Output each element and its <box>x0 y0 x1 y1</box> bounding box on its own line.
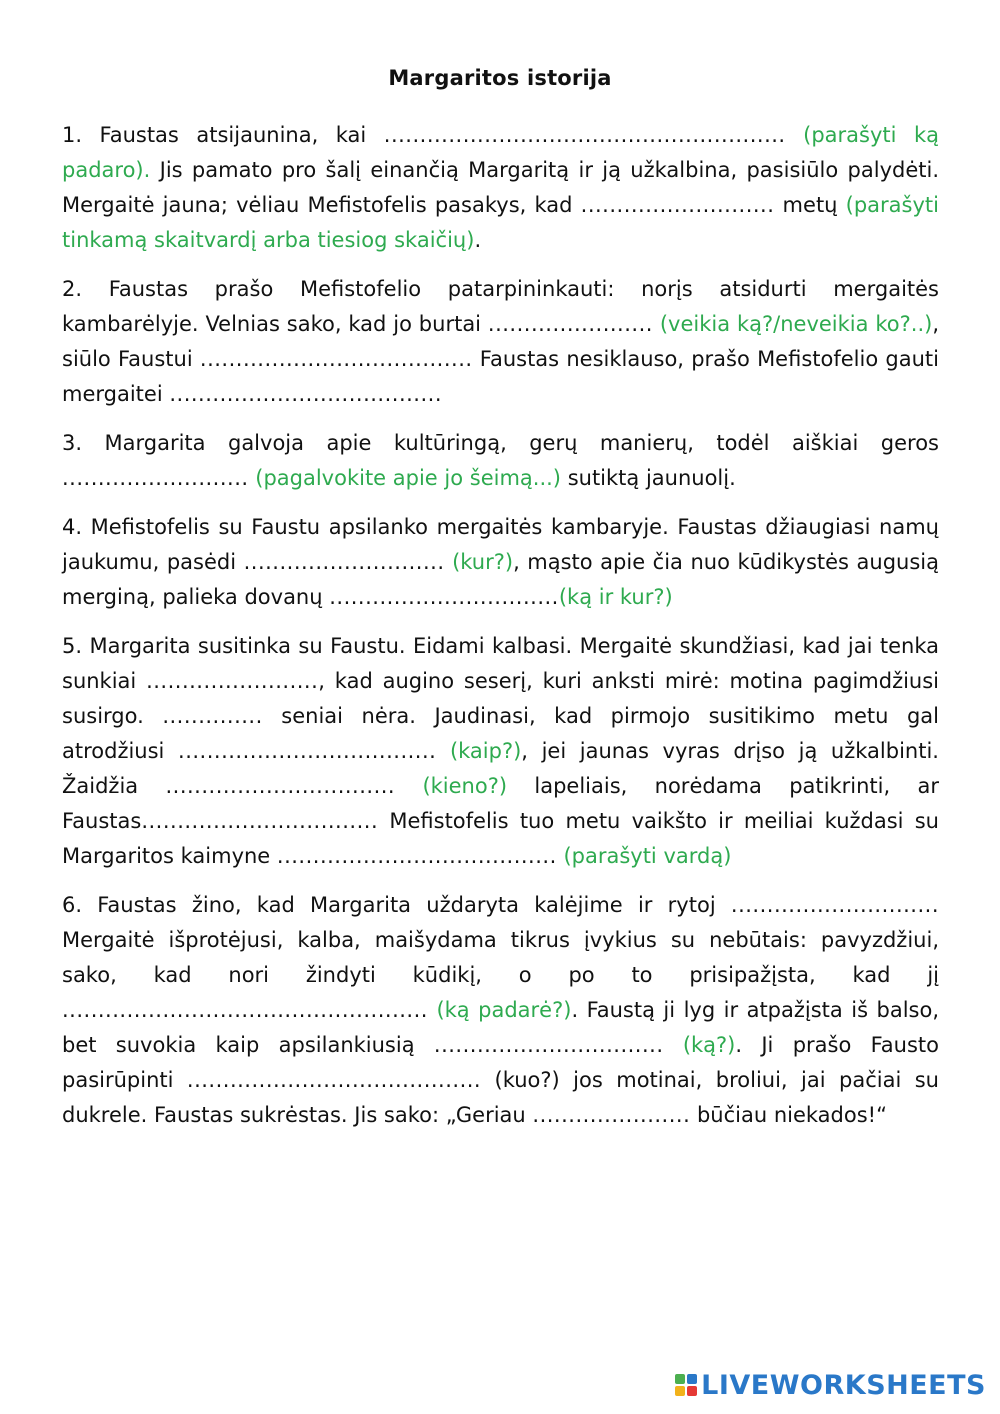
hint-text: (parašyti vardą) <box>563 844 732 868</box>
liveworksheets-logo-text: LIVEWORKSHEETS <box>701 1369 986 1401</box>
answer-blank[interactable]: ........................ <box>146 669 319 693</box>
answer-blank[interactable]: ...................................... <box>199 347 473 371</box>
page-title: Margaritos istorija <box>388 66 612 90</box>
question-paragraph <box>62 629 939 874</box>
paragraph-text <box>436 739 450 763</box>
liveworksheets-logo-icon <box>675 1374 697 1396</box>
paragraph-text: 4. Mefistofelis su Faustu apsilanko mergaitės kambaryje. Faustas džiaugiasi namų jaukumu, pasėdi <box>62 515 939 574</box>
answer-blank[interactable]: ................................ <box>329 585 559 609</box>
paragraph-text: lapeliais, norėdama patikrinti, ar Faustas <box>62 774 939 833</box>
paragraph-text: , mąsto apie čia nuo kūdikystės augusią merginą, palieka dovanų <box>62 550 939 609</box>
paragraph-text <box>445 550 453 574</box>
hint-text: (pagalvokite apie jo šeimą...) <box>255 466 562 490</box>
paragraph-text <box>395 774 422 798</box>
worksheet-body <box>62 118 939 1147</box>
hint-text: (ką?) <box>682 1033 736 1057</box>
paragraph-text: Mefistofelis tuo metu vaikšto ir meiliai kuždasi su Margaritos kaimyne <box>62 809 939 868</box>
paragraph-text: . Faustą ji lyg ir atpažįsta iš balso, bet suvokia kaip apsilankiusią <box>62 998 939 1057</box>
paragraph-text: (kuo?) jos motinai, broliui, jai pačiai su dukrele. Faustas sukrėstas. Jis sako: „Geriau <box>62 1068 939 1127</box>
paragraph-text: , jei jaunas vyras drįso ją užkalbinti. Žaidžia <box>62 739 939 798</box>
paragraph-text: sutiktą jaunuolį. <box>561 466 736 490</box>
answer-blank[interactable]: ............................ <box>243 550 445 574</box>
paragraph-text: Faustas nesiklauso, prašo Mefistofelio gauti mergaitei <box>62 347 939 406</box>
paragraph-text: , kad augino seserį, kuri anksti mirė: motina pagimdžiusi susirgo. <box>62 669 940 728</box>
answer-blank[interactable]: ....................................... <box>276 844 557 868</box>
answer-blank[interactable]: ....................... <box>487 312 653 336</box>
answer-blank[interactable]: .................................... <box>178 739 437 763</box>
hint-text: (ką ir kur?) <box>558 585 673 609</box>
hint-text: (kieno?) <box>422 774 508 798</box>
hint-text: (parašyti tinkamą skaitvardį arba tiesiog skaičių) <box>62 193 939 252</box>
answer-blank[interactable]: ................................................... <box>62 998 428 1022</box>
paragraph-text: Mergaitė išprotėjusi, kalba, maišydama tikrus įvykius su nebūtais: pavyzdžiui, sako, kad nori žindyti kūdikį, o po to prisipažįsta, kad jį <box>62 928 939 987</box>
answer-blank[interactable]: ........................... <box>580 193 775 217</box>
hint-text: (kur?) <box>452 550 514 574</box>
paragraph-text: Jis pamato pro šalį einančią Margaritą ir ją užkalbina, pasisiūlo palydėti. Mergaitė jauna; vėliau Mefistofelis pasakys, kad <box>62 158 939 217</box>
paragraph-text: seniai nėra. Jaudinasi, kad pirmojo susitikimo metu gal atrodžiusi <box>62 704 940 763</box>
question-paragraph <box>62 118 939 258</box>
answer-blank[interactable]: .......................... <box>62 466 249 490</box>
answer-blank[interactable]: ............................. <box>730 893 939 917</box>
paragraph-text: 5. Margarita susitinka su Faustu. Eidami kalbasi. Mergaitė skundžiasi, kad jai tenka sunkiai <box>62 634 939 693</box>
paragraph-text: būčiau niekados!“ <box>690 1103 887 1127</box>
answer-blank[interactable]: ................................ <box>433 1033 664 1057</box>
question-paragraph <box>62 426 939 496</box>
paragraph-text <box>653 312 660 336</box>
answer-blank[interactable]: ................................ <box>165 774 396 798</box>
answer-blank[interactable]: ................................. <box>141 809 379 833</box>
paragraph-text: 3. Margarita galvoja apie kultūringą, gerų manierų, todėl aiškiai geros <box>62 431 939 455</box>
hint-text: (parašyti ką padaro). <box>62 123 939 182</box>
paragraph-text: , siūlo Faustui <box>62 312 940 371</box>
paragraph-text: . Ji prašo Fausto pasirūpinti <box>62 1033 939 1092</box>
hint-text: (veikia ką?/neveikia ko?..) <box>659 312 933 336</box>
paragraph-text <box>786 123 804 147</box>
answer-blank[interactable]: .............. <box>162 704 263 728</box>
paragraph-text <box>664 1033 683 1057</box>
hint-text: (kaip?) <box>449 739 522 763</box>
paragraph-text: metų <box>774 193 846 217</box>
paragraph-text: 2. Faustas prašo Mefistofelio patarpininkauti: norįs atsidurti mergaitės kambarėlyje. Velnias sako, kad jo burtai <box>62 277 939 336</box>
question-paragraph <box>62 272 939 412</box>
liveworksheets-footer <box>675 1368 986 1402</box>
answer-blank[interactable]: ......................................... <box>186 1068 482 1092</box>
answer-blank[interactable]: ...................................... <box>169 382 443 406</box>
paragraph-text: 1. Faustas atsijaunina, kai <box>62 123 384 147</box>
question-paragraph <box>62 888 939 1133</box>
answer-blank[interactable]: ........................................................ <box>383 123 786 147</box>
paragraph-text: . <box>474 228 482 252</box>
answer-blank[interactable]: ...................... <box>532 1103 691 1127</box>
question-paragraph <box>62 510 939 615</box>
paragraph-text: 6. Faustas žino, kad Margarita uždaryta kalėjime ir rytoj <box>62 893 731 917</box>
hint-text: (ką padarė?) <box>436 998 572 1022</box>
